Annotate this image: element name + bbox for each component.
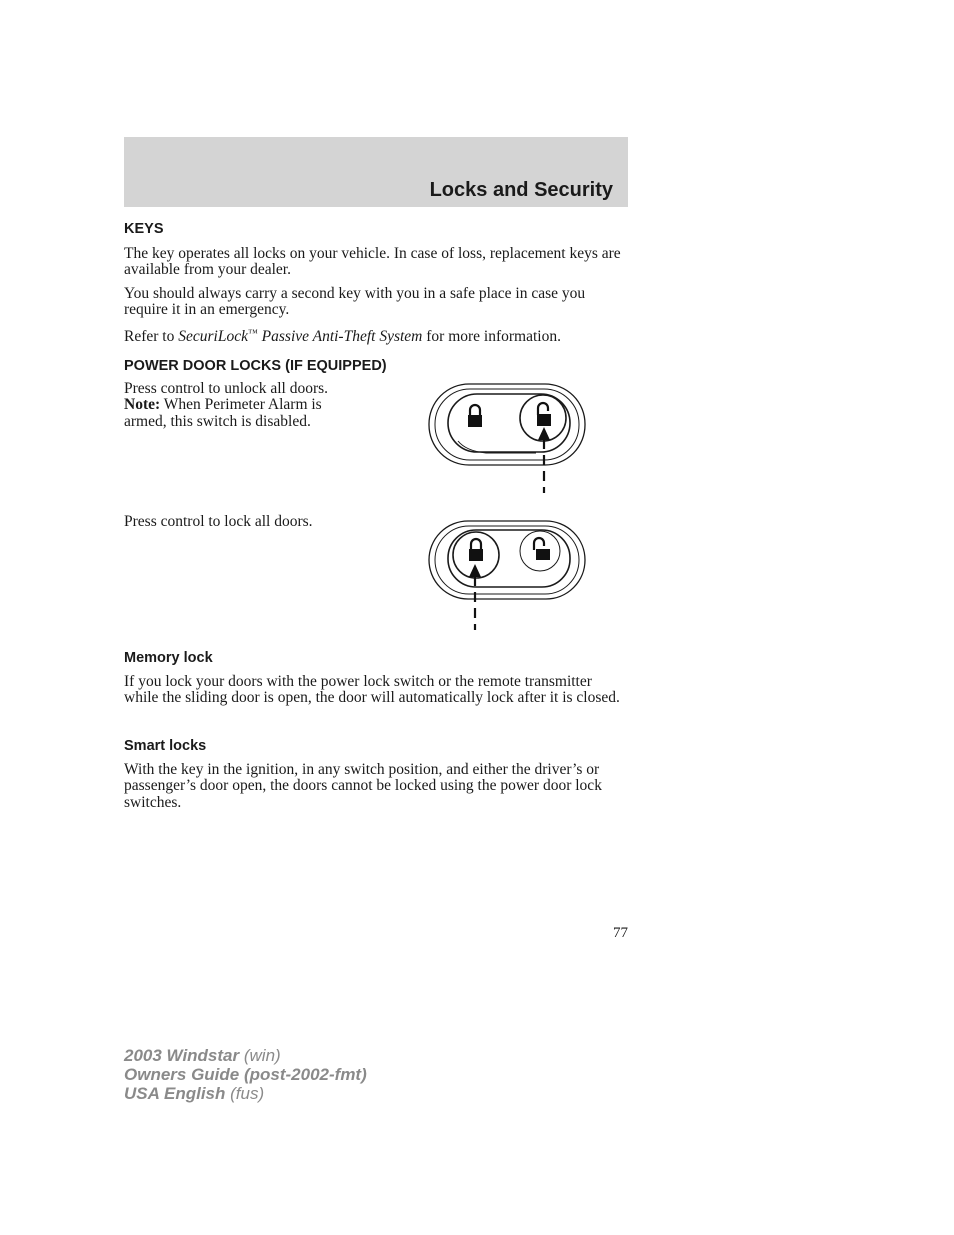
section-header-bar: [124, 137, 628, 207]
footer-line-2: Owners Guide (post-2002-fmt): [124, 1065, 367, 1084]
lock-closed-icon: [469, 539, 483, 561]
keys-heading: KEYS: [124, 221, 164, 237]
lock-instruction: Press control to lock all doors.: [124, 513, 313, 530]
memory-lock-paragraph: If you lock your doors with the power lock switch or the remote transmitter while the sliding door is open, the door will automatically lock after it is closed.: [124, 673, 620, 707]
securilock-reference: SecuriLock™ Passive Anti-Theft System: [178, 328, 423, 345]
power-door-locks-heading: POWER DOOR LOCKS (IF EQUIPPED): [124, 358, 387, 374]
document-footer: [124, 1046, 367, 1103]
lock-closed-icon: [468, 405, 482, 427]
lock-open-icon: [534, 538, 550, 560]
footer-line-3: USA English (fus): [124, 1084, 265, 1103]
lock-switch-diagram: [426, 518, 591, 633]
lock-open-icon: [537, 403, 551, 426]
keys-paragraph-2: You should always carry a second key with you in a safe place in case you require it in an emergency.: [124, 285, 586, 319]
page-number: 77: [613, 925, 628, 941]
memory-lock-heading: Memory lock: [124, 650, 213, 666]
section-title: Locks and Security: [429, 179, 613, 201]
unlock-instruction: Press control to unlock all doors. Note: When Perimeter Alarm is armed, this switch is disabled.: [124, 380, 329, 430]
keys-paragraph-1: The key operates all locks on your vehicle. In case of loss, replacement keys are available from your dealer.: [124, 245, 621, 279]
smart-locks-paragraph: With the key in the ignition, in any switch position, and either the driver’s or passenger’s door open, the doors cannot be locked using the power door lock switches.: [124, 761, 602, 811]
smart-locks-heading: Smart locks: [124, 738, 207, 754]
unlock-switch-diagram: [426, 381, 591, 496]
note-label: Note:: [124, 396, 161, 414]
footer-line-1: 2003 Windstar (win): [124, 1046, 281, 1065]
keys-paragraph-3: Refer to SecuriLock™ Passive Anti-Theft System for more information.: [124, 328, 561, 345]
arrow-up-icon: [469, 564, 481, 630]
